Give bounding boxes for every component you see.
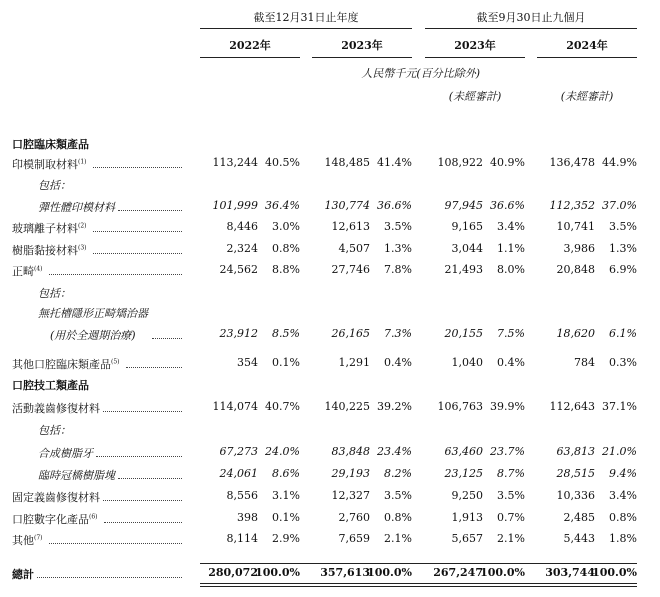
leader-dots: [118, 478, 182, 479]
percent-cell: 0.8%: [272, 242, 300, 255]
percent-cell: 3.5%: [384, 220, 412, 233]
row-label-text: 玻璃離子材料: [12, 222, 78, 235]
leader-dots: [93, 253, 182, 254]
amount-cell: 8,446: [226, 220, 258, 233]
amount-cell: 113,244: [212, 156, 258, 169]
leader-dots: [103, 500, 182, 501]
leader-dots: [37, 577, 182, 578]
amount-cell: 29,193: [331, 467, 370, 480]
percent-cell: 8.7%: [497, 467, 525, 480]
percent-cell: 3.0%: [272, 220, 300, 233]
percent-cell: 24.0%: [265, 445, 300, 458]
amount-cell: 354: [237, 356, 258, 369]
amount-cell: 12,613: [331, 220, 370, 233]
row-label: [38, 285, 71, 301]
row-label-text: 臨時冠橋樹脂塊: [38, 469, 115, 482]
percent-cell: 23.4%: [377, 445, 412, 458]
amount-cell: 23,912: [219, 327, 258, 340]
percent-cell: 1.3%: [384, 242, 412, 255]
amount-cell: 280,072: [208, 566, 258, 579]
year-header-2022: 2022年: [229, 39, 271, 52]
leader-dots: [152, 338, 182, 339]
percent-cell: 39.2%: [377, 400, 412, 413]
row-label-text: 其他: [12, 534, 34, 547]
amount-cell: 1,291: [338, 356, 370, 369]
amount-cell: 20,848: [556, 263, 595, 276]
percent-cell: 2.1%: [384, 532, 412, 545]
row-label: [12, 156, 87, 172]
row-label: [12, 377, 89, 393]
percent-cell: 36.6%: [490, 199, 525, 212]
percent-cell: 0.8%: [609, 511, 637, 524]
row-label: [12, 220, 87, 236]
row-label-text: 包括：: [38, 179, 71, 192]
percent-cell: 3.5%: [609, 220, 637, 233]
percent-cell: 23.7%: [490, 445, 525, 458]
unaudited-note-2024: (未經審計): [560, 90, 614, 103]
percent-cell: 0.1%: [272, 511, 300, 524]
footnote-marker: (5): [111, 358, 120, 366]
percent-cell: 37.0%: [602, 199, 637, 212]
amount-cell: 357,613: [320, 566, 370, 579]
percent-cell: 0.4%: [497, 356, 525, 369]
percent-cell: 8.0%: [497, 263, 525, 276]
total-bottom-rule-1: [200, 583, 637, 584]
amount-cell: 140,225: [324, 400, 370, 413]
percent-cell: 8.2%: [384, 467, 412, 480]
percent-cell: 2.9%: [272, 532, 300, 545]
unaudited-note-2023: (未經審計): [448, 90, 502, 103]
amount-cell: 8,114: [226, 532, 258, 545]
header-group-fiscal-year: 截至12月31日止年度: [253, 11, 359, 24]
amount-cell: 10,741: [556, 220, 595, 233]
row-label-text: 包括：: [38, 424, 71, 437]
amount-cell: 83,848: [331, 445, 370, 458]
amount-cell: 112,643: [549, 400, 595, 413]
leader-dots: [104, 522, 182, 523]
year-rule-2023-9m: [425, 57, 525, 58]
percent-cell: 3.5%: [384, 489, 412, 502]
amount-cell: 3,986: [563, 242, 595, 255]
row-label-text: 口腔臨床類產品: [12, 138, 89, 151]
amount-cell: 20,155: [444, 327, 483, 340]
amount-cell: 27,746: [331, 263, 370, 276]
row-label: [38, 177, 71, 193]
percent-cell: 39.9%: [490, 400, 525, 413]
percent-cell: 3.4%: [609, 489, 637, 502]
percent-cell: 0.8%: [384, 511, 412, 524]
percent-cell: 40.5%: [265, 156, 300, 169]
amount-cell: 398: [237, 511, 258, 524]
percent-cell: 9.4%: [609, 467, 637, 480]
amount-cell: 3,044: [451, 242, 483, 255]
amount-cell: 130,774: [324, 199, 370, 212]
percent-cell: 36.6%: [377, 199, 412, 212]
percent-cell: 40.7%: [265, 400, 300, 413]
leader-dots: [93, 167, 182, 168]
row-label-text: 總計: [12, 568, 34, 581]
leader-dots: [96, 456, 182, 457]
row-label: [12, 136, 89, 152]
row-label-text: 固定義齒修復材料: [12, 491, 100, 504]
row-label-text: 樹脂黏接材料: [12, 244, 78, 257]
amount-cell: 303,744: [545, 566, 595, 579]
percent-cell: 0.1%: [272, 356, 300, 369]
year-header-2024-9m: 2024年: [566, 39, 608, 52]
percent-cell: 2.1%: [497, 532, 525, 545]
header-group-nine-months: 截至9月30日止九個月: [476, 11, 586, 24]
amount-cell: 108,922: [437, 156, 483, 169]
amount-cell: 112,352: [549, 199, 595, 212]
footnote-marker: (3): [78, 244, 87, 252]
footnote-marker: (1): [78, 158, 87, 166]
footnote-marker: (4): [34, 265, 43, 273]
row-label-text: 包括：: [38, 287, 71, 300]
amount-cell: 9,250: [451, 489, 483, 502]
row-label: [38, 467, 115, 483]
amount-cell: 2,485: [563, 511, 595, 524]
leader-dots: [49, 274, 182, 275]
row-label-text: (用於全週期治療): [50, 329, 136, 342]
amount-cell: 67,273: [219, 445, 258, 458]
row-label: [12, 356, 120, 372]
amount-cell: 10,336: [556, 489, 595, 502]
row-label-text: 合成樹脂牙: [38, 447, 93, 460]
row-label: [38, 305, 148, 321]
percent-cell: 1.1%: [497, 242, 525, 255]
amount-cell: 24,562: [219, 263, 258, 276]
amount-cell: 1,913: [451, 511, 483, 524]
amount-cell: 18,620: [556, 327, 595, 340]
leader-dots: [118, 210, 182, 211]
amount-cell: 2,324: [226, 242, 258, 255]
footnote-marker: (7): [34, 534, 43, 542]
amount-cell: 9,165: [451, 220, 483, 233]
row-label: [38, 445, 93, 461]
percent-cell: 100.0%: [255, 566, 300, 579]
amount-cell: 5,657: [451, 532, 483, 545]
percent-cell: 37.1%: [602, 400, 637, 413]
amount-cell: 106,763: [437, 400, 483, 413]
row-label: [12, 511, 98, 527]
leader-dots: [103, 411, 182, 412]
percent-cell: 8.8%: [272, 263, 300, 276]
row-label-text: 彈性體印模材料: [38, 201, 115, 214]
row-label-text: 印模制取材料: [12, 158, 78, 171]
leader-dots: [49, 543, 182, 544]
footnote-marker: (6): [89, 513, 98, 521]
percent-cell: 7.3%: [384, 327, 412, 340]
amount-cell: 12,327: [331, 489, 370, 502]
percent-cell: 0.4%: [384, 356, 412, 369]
amount-cell: 26,165: [331, 327, 370, 340]
amount-cell: 267,247: [433, 566, 483, 579]
year-rule-2023-fy: [312, 57, 412, 58]
header-rule-nine-months: [425, 28, 637, 29]
percent-cell: 100.0%: [480, 566, 525, 579]
percent-cell: 100.0%: [592, 566, 637, 579]
percent-cell: 3.5%: [497, 489, 525, 502]
year-rule-2022: [200, 57, 300, 58]
unit-note: 人民幣千元(百分比除外): [361, 67, 480, 80]
amount-cell: 101,999: [212, 199, 258, 212]
row-label: [38, 199, 115, 215]
row-label: [12, 263, 43, 279]
row-label: [50, 327, 136, 343]
percent-cell: 8.6%: [272, 467, 300, 480]
leader-dots: [93, 231, 182, 232]
total-bottom-rule-2: [200, 586, 637, 587]
footnote-marker: (2): [78, 222, 87, 230]
percent-cell: 40.9%: [490, 156, 525, 169]
percent-cell: 0.3%: [609, 356, 637, 369]
percent-cell: 6.9%: [609, 263, 637, 276]
amount-cell: 114,074: [212, 400, 258, 413]
amount-cell: 21,493: [444, 263, 483, 276]
row-label: [12, 489, 100, 505]
percent-cell: 100.0%: [367, 566, 412, 579]
amount-cell: 148,485: [324, 156, 370, 169]
percent-cell: 6.1%: [609, 327, 637, 340]
percent-cell: 3.4%: [497, 220, 525, 233]
amount-cell: 5,443: [563, 532, 595, 545]
year-rule-2024-9m: [537, 57, 637, 58]
row-label-text: 無托槽隱形正畸矯治器: [38, 307, 148, 320]
percent-cell: 8.5%: [272, 327, 300, 340]
amount-cell: 7,659: [338, 532, 370, 545]
row-label-text: 其他口腔臨床類產品: [12, 358, 111, 371]
amount-cell: 23,125: [444, 467, 483, 480]
percent-cell: 7.8%: [384, 263, 412, 276]
amount-cell: 8,556: [226, 489, 258, 502]
percent-cell: 7.5%: [497, 327, 525, 340]
row-label: [12, 400, 100, 416]
row-label: [12, 566, 34, 582]
row-label: [38, 422, 71, 438]
row-label-text: 正畸: [12, 265, 34, 278]
year-header-2023-fy: 2023年: [341, 39, 383, 52]
amount-cell: 784: [574, 356, 595, 369]
percent-cell: 36.4%: [265, 199, 300, 212]
amount-cell: 24,061: [219, 467, 258, 480]
percent-cell: 3.1%: [272, 489, 300, 502]
amount-cell: 97,945: [444, 199, 483, 212]
row-label: [12, 532, 43, 548]
percent-cell: 1.8%: [609, 532, 637, 545]
percent-cell: 0.7%: [497, 511, 525, 524]
leader-dots: [126, 367, 182, 368]
amount-cell: 63,813: [556, 445, 595, 458]
row-label-text: 口腔數字化產品: [12, 513, 89, 526]
amount-cell: 4,507: [338, 242, 370, 255]
row-label-text: 活動義齒修復材料: [12, 402, 100, 415]
row-label: [12, 242, 87, 258]
percent-cell: 44.9%: [602, 156, 637, 169]
amount-cell: 63,460: [444, 445, 483, 458]
header-rule-fiscal-year: [200, 28, 412, 29]
amount-cell: 136,478: [549, 156, 595, 169]
percent-cell: 21.0%: [602, 445, 637, 458]
percent-cell: 41.4%: [377, 156, 412, 169]
row-label-text: 口腔技工類產品: [12, 379, 89, 392]
amount-cell: 28,515: [556, 467, 595, 480]
total-top-rule: [200, 563, 637, 564]
amount-cell: 2,760: [338, 511, 370, 524]
year-header-2023-9m: 2023年: [454, 39, 496, 52]
percent-cell: 1.3%: [609, 242, 637, 255]
amount-cell: 1,040: [451, 356, 483, 369]
